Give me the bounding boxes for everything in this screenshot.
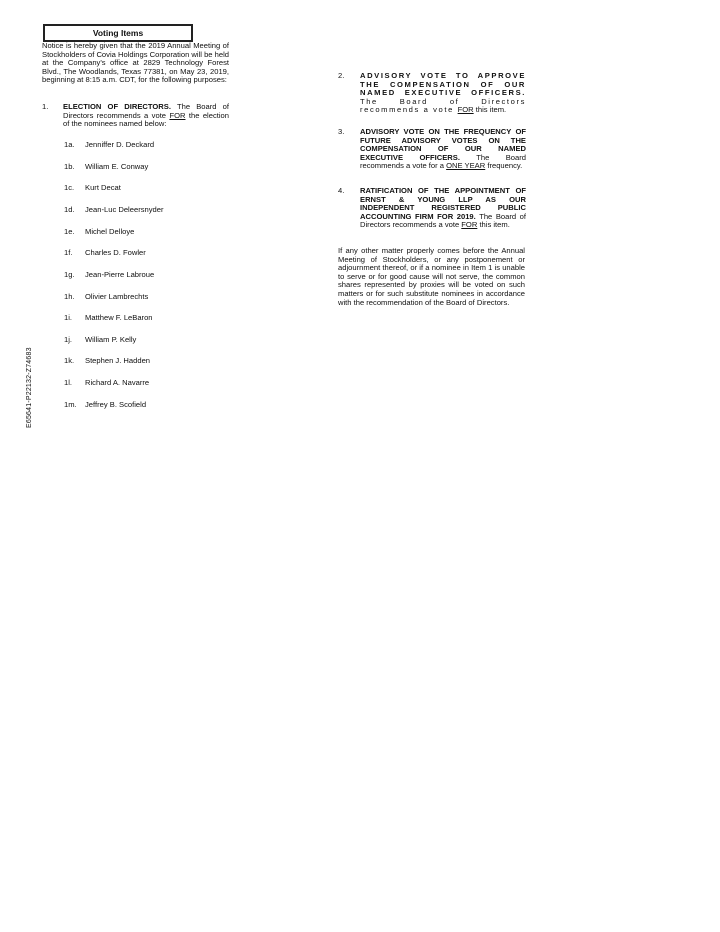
item-4-text-b: this item. bbox=[477, 220, 510, 230]
nominee-name: Charles D. Fowler bbox=[85, 248, 146, 257]
nominee-id: 1e. bbox=[64, 227, 75, 236]
item-3-heading: ADVISORY VOTE ON THE FREQUENCY OF FUTURE ADVISORY VOTES ON THE COMPENSATION OF OUR NAMED EXECUTIVE OFFICERS. bbox=[360, 127, 526, 162]
nominee-id: 1i. bbox=[64, 313, 73, 322]
nominee-name: Jeffrey B. Scofield bbox=[85, 400, 147, 409]
nominee-id: 1d. bbox=[64, 205, 75, 214]
item-4-text-a: The Board of Directors recommends a vote bbox=[360, 211, 527, 230]
nominee-id: 1a. bbox=[64, 140, 75, 149]
meeting-notice: Notice is hereby given that the 2019 Annual Meeting of Stockholders of Covia Holdings Corporation will be held at the Company's office at 2829 Technology Forest Blvd., The Woodlands, Texas 77381, on May 23, 2019, beginning at 8:15 a.m. CDT, for the following purposes: bbox=[42, 41, 229, 85]
nominee-name: Kurt Decat bbox=[85, 183, 121, 192]
item-1-text-b: the election of the nominees named below: bbox=[63, 110, 229, 129]
nominee-id: 1k. bbox=[64, 356, 75, 365]
item-3-text-b: frequency. bbox=[485, 161, 523, 171]
item-3-text bbox=[360, 128, 526, 171]
nominee-id: 1g. bbox=[64, 270, 75, 279]
nominee-id: 1m. bbox=[64, 400, 77, 409]
item-1-text-a: The Board of Directors recommends a vote bbox=[63, 102, 230, 120]
nominee-id: 1h. bbox=[64, 292, 75, 301]
item-1-number: 1. bbox=[42, 102, 49, 111]
nominee-name: Matthew F. LeBaron bbox=[85, 313, 153, 322]
nominee-name: Olivier Lambrechts bbox=[85, 292, 149, 301]
voting-items-title: Voting Items bbox=[43, 24, 193, 42]
item-2-text-a: The Board of Directors recommends a vote bbox=[360, 96, 526, 115]
nominee-name: Stephen J. Hadden bbox=[85, 356, 151, 365]
item-4-number: 4. bbox=[338, 186, 345, 195]
nominee-id: 1l. bbox=[64, 378, 73, 387]
nominee-name: Richard A. Navarre bbox=[85, 378, 150, 387]
nominee-id: 1f. bbox=[64, 248, 73, 257]
item-4-text bbox=[360, 187, 526, 230]
side-control-code: E65641-P22132-Z74683 bbox=[26, 347, 33, 428]
item-3-vote: ONE YEAR bbox=[446, 161, 486, 171]
nominee-id: 1c. bbox=[64, 183, 75, 192]
item-3-number: 3. bbox=[338, 127, 345, 136]
item-1-heading: ELECTION OF DIRECTORS. bbox=[63, 102, 171, 111]
item-1-vote: FOR bbox=[169, 110, 186, 120]
item-2-vote: FOR bbox=[457, 105, 474, 115]
item-2-text bbox=[360, 72, 526, 115]
item-3-text-a: The Board recommends a vote for a bbox=[360, 152, 527, 171]
nominee-id: 1j. bbox=[64, 335, 73, 344]
nominee-name: Jenniffer D. Deckard bbox=[85, 140, 155, 149]
closing-paragraph: If any other matter properly comes before the Annual Meeting of Stockholders, or any postponement or adjournment thereof, or if a nominee in Item 1 is unable to serve or for good cause will not serve, the common shares represented by proxies will be voted on such matters or for such substitute nominees in accordance with the recommendation of the Board of Directors. bbox=[338, 246, 525, 307]
nominee-name: Jean-Pierre Labroue bbox=[85, 270, 155, 279]
item-2-text-b: this item. bbox=[473, 105, 507, 115]
item-4-heading: RATIFICATION OF THE APPOINTMENT OF ERNST & YOUNG LLP AS OUR INDEPENDENT REGISTERED PUBLIC ACCOUNTING FIRM FOR 2019. bbox=[360, 186, 526, 221]
nominee-name: Jean-Luc Deleersnyder bbox=[85, 205, 164, 214]
nominee-name: William E. Conway bbox=[85, 162, 149, 171]
nominee-name: William P. Kelly bbox=[85, 335, 137, 344]
item-4-vote: FOR bbox=[461, 220, 478, 230]
item-2-number: 2. bbox=[338, 71, 345, 80]
item-2-heading: ADVISORY VOTE TO APPROVE THE COMPENSATION OF OUR NAMED EXECUTIVE OFFICERS. bbox=[360, 71, 526, 98]
nominee-name: Michel Delloye bbox=[85, 227, 135, 236]
item-1-text bbox=[63, 103, 229, 129]
nominee-id: 1b. bbox=[64, 162, 75, 171]
